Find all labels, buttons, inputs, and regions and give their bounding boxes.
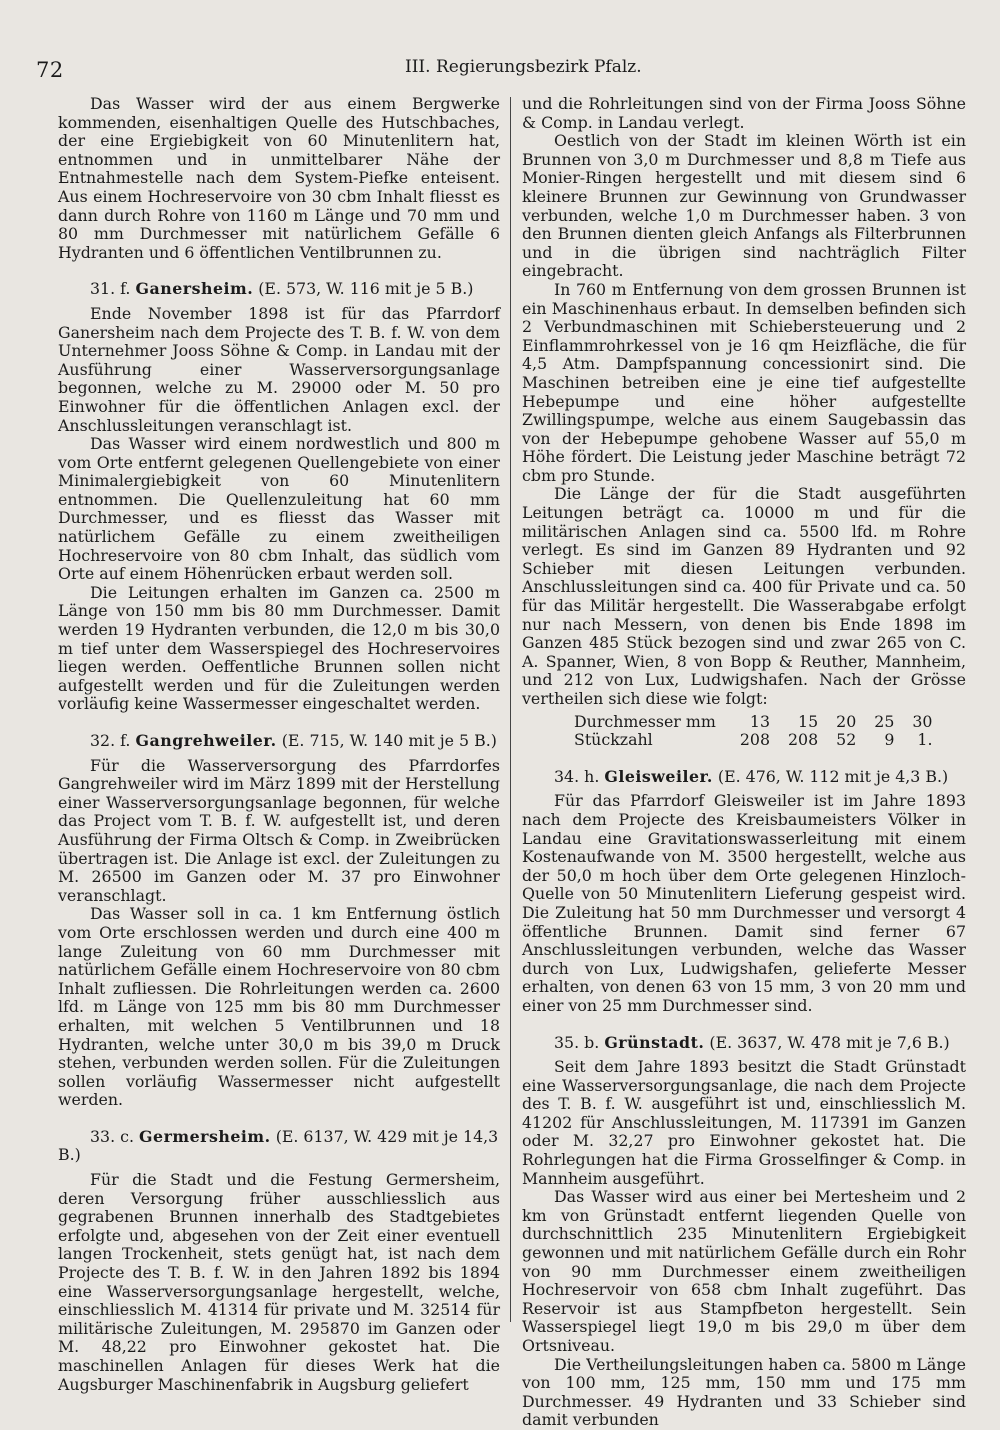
paragraph: Seit dem Jahre 1893 besitzt die Stadt Grünstadt eine Wasserversorgungsanlage, die nach dem Projecte des T. B. f. W. ausgeführt ist und, einschliesslich M. 41202 für Anschlussleitungen, M. 117391 im Ganzen oder M. 32,27 pro Einwohner gekostet hat. Die Rohrlegungen hat die Firma Grosselfinger & Comp. in Mannheim ausgeführt. xyxy=(522,1057,966,1188)
paragraph: Ende November 1898 ist für das Pfarrdorf Ganersheim nach dem Projecte des T. B. f. W. von dem Unternehmer Jooss Söhne & Comp. in Landau mit der Ausführung einer Wasserversorgungsanlage begonnen, welche zu M. 29000 oder M. 50 pro Einwohner für die öffentlichen Anlagen excl. der Anschlussleitungen veranschlagt ist. xyxy=(58,303,500,435)
place-name: Gangrehweiler. xyxy=(135,731,277,750)
section-heading-ganersheim xyxy=(58,280,500,299)
paragraph: Das Wasser soll in ca. 1 km Entfernung östlich vom Orte erschlossen werden und durch eine 400 m lange Zuleitung von 60 mm Durchmesser mit natürlichem Gefälle einem Hochreservoire von 80 cbm Inhalt zufliessen. Die Rohrleitungen werden ca. 2600 lfd. m Länge von 125 mm bis 80 mm Durchmesser erhalten, mit welchen 5 Ventilbrunnen und 18 Hydranten, welche unter 30,0 m bis 39,0 m Druck stehen, verbunden werden sollen. Für die Zuleitungen sollen vorläufig Wassermesser nicht aufgestellt werden. xyxy=(58,904,500,1110)
section-heading-germersheim xyxy=(58,1128,500,1165)
section-number: 33. c. xyxy=(90,1126,135,1146)
table-cell: 9 xyxy=(884,730,895,750)
table-cell: 15 xyxy=(798,711,819,731)
paragraph: Oestlich von der Stadt im kleinen Wörth ist ein Brunnen von 3,0 m Durchmesser und 8,8 m Tiefe aus Monier-Ringen hergestellt und mit diesem sind 6 kleinere Brunnen zur Gewinnung von Grundwasser verbunden, welche 1,0 m Durchmesser haben. 3 von den Brunnen dienten gleich Anfangs als Filterbrunnen und in die übrigen sind nachträglich Filter eingebracht. xyxy=(522,131,966,281)
section-info: (E. 3637, W. 478 mit je 7,6 B.) xyxy=(709,1032,950,1052)
table-cell: 25 xyxy=(874,711,895,731)
paragraph: und die Rohrleitungen sind von der Firma Jooss Söhne & Comp. in Landau verlegt. xyxy=(522,94,966,132)
section-info: (E. 6137, W. 429 mit je 14,3 B.) xyxy=(58,1126,499,1165)
column-divider xyxy=(510,97,511,1322)
paragraph: Die Vertheilungsleitungen haben ca. 5800 m Länge von 100 mm, 125 mm, 150 mm und 175 mm Durchmesser. 49 Hydranten und 33 Schieber sind damit verbunden xyxy=(522,1354,966,1430)
paragraph: Für die Stadt und die Festung Germersheim, deren Versorgung früher ausschliesslich aus gegrabenen Brunnen innerhalb des Stadtgebietes erfolgte und, abgesehen von der Zeit einer eventuell langen Trockenheit, stets genügt hat, ist nach dem Projecte des T. B. f. W. in den Jahren 1892 bis 1894 eine Wasserversorgungsanlage hergestellt, welche, einschliesslich M. 41314 für private und M. 32514 für militärische Zuleitungen, M. 295870 im Ganzen oder M. 48,22 pro Einwohner gekostet hat. Die maschinellen Anlagen für dieses Werk hat die Augsburger Maschinenfabrik in Augsburg geliefert xyxy=(58,1170,500,1394)
meter-size-table xyxy=(574,713,932,750)
table-cell: 208 xyxy=(739,730,770,750)
paragraph: Das Wasser wird aus einer bei Mertesheim und 2 km von Grünstadt entfernt liegenden Quelle von durchschnittlich 235 Minutenlitern Ergiebigkeit gewonnen und mit natürlichem Gefälle durch ein Rohr von 90 mm Durchmesser einem zweitheiligen Hochreservoir von 658 cbm Inhalt zugeführt. Das Reservoir ist aus Stampfbeton hergestellt. Sein Wasserspiegel liegt 19,0 m bis 29,0 m über dem Ortsniveau. xyxy=(522,1187,966,1355)
section-heading-gruenstadt xyxy=(522,1034,966,1053)
table-cell: 13 xyxy=(749,711,770,731)
paragraph: Für die Wasserversorgung des Pfarrdorfes Gangrehweiler wird im März 1899 mit der Herstellung einer Wasserversorgungsanlage begonnen, für welche das Project vom T. B. f. W. aufgestellt ist, und deren Ausführung der Firma Oltsch & Comp. in Zweibrücken übertragen ist. Die Anlage ist excl. der Zuleitungen zu M. 26500 im Ganzen oder M. 37 pro Einwohner veranschlagt. xyxy=(58,755,500,905)
section-info: (E. 476, W. 112 mit je 4,3 B.) xyxy=(717,766,949,786)
table-cell: 1. xyxy=(917,730,933,750)
table-cell: 20 xyxy=(836,711,857,731)
section-number: 35. b. xyxy=(554,1032,600,1052)
page-number: 72 xyxy=(36,58,64,82)
row-label: Durchmesser mm xyxy=(574,711,716,731)
place-name: Grünstadt. xyxy=(604,1032,705,1052)
place-name: Gleisweiler. xyxy=(604,766,713,786)
table-cell: 30 xyxy=(912,711,933,731)
paragraph: Für das Pfarrdorf Gleisweiler ist im Jahre 1893 nach dem Projecte des Kreisbaumeisters Völker in Landau eine Gravitationswasserleitung mit einem Kostenaufwande von M. 3500 hergestellt, welche aus der 50,0 m hoch über dem Orte gelegenen Hinzloch-Quelle von 50 Minutenlitern Lieferung gespeist wird. Die Zuleitung hat 50 mm Durchmesser und versorgt 4 öffentliche Brunnen. Damit sind ferner 67 Anschlussleitungen verbunden, welche das Wasser durch von Lux, Ludwigshafen, gelieferte Messer erhalten, von denen 63 von 15 mm, 3 von 20 mm und einer von 25 mm Durchmesser sind. xyxy=(522,791,966,1015)
section-number: 32. f. xyxy=(90,731,131,750)
table-cell: 52 xyxy=(836,730,857,750)
left-column xyxy=(58,95,500,1394)
paragraph: Das Wasser wird einem nordwestlich und 800 m vom Orte entfernt gelegenen Quellengebiete von einer Minimalergiebigkeit von 60 Minutenlitern entnommen. Die Quellenzuleitung hat 60 mm Durchmesser, und es fliesst das Wasser mit natürlichem Gefälle zu einem zweitheiligen Hochreservoire von 80 cbm Inhalt, das südlich vom Orte auf einem Höhenrücken erbaut werden soll. xyxy=(58,434,500,584)
paragraph: In 760 m Entfernung von dem grossen Brunnen ist ein Maschinenhaus erbaut. In demselben befinden sich 2 Verbundmaschinen mit Schiebersteuerung und 2 Einflammrohrkessel von je 16 qm Heizfläche, die für 4,5 Atm. Dampfspannung concessionirt sind. Die Maschinen betreiben eine je eine tief aufgestellte Hebepumpe und eine höher aufgestellte Zwillingspumpe, welche aus einem Saugebassin das von der Hebepumpe gehobene Wasser auf 55,0 m Höhe fördert. Die Leistung jeder Maschine beträgt 72 cbm pro Stunde. xyxy=(522,279,966,485)
paragraph: Die Länge der für die Stadt ausgeführten Leitungen beträgt ca. 10000 m und für die militärischen Anlagen sind ca. 5500 lfd. m Rohre verlegt. Es sind im Ganzen 89 Hydranten und 92 Schieber mit diesen Leitungen verbunden. Anschlussleitungen sind ca. 400 für Private und ca. 50 für das Militär hergestellt. Die Wasserabgabe erfolgt nur nach Messern, von denen bis Ende 1898 im Ganzen 485 Stück bezogen sind und zwar 265 von C. A. Spanner, Wien, 8 von Bopp & Reuther, Mannheim, und 212 von Lux, Ludwigshafen. Nach der Grösse vertheilen sich diese wie folgt: xyxy=(522,484,966,708)
section-heading-gangrehweiler xyxy=(58,732,500,751)
section-info: (E. 573, W. 116 mit je 5 B.) xyxy=(258,279,474,299)
table-row xyxy=(574,731,932,750)
row-label: Stückzahl xyxy=(574,730,653,750)
right-column xyxy=(522,95,966,1430)
place-name: Germersheim. xyxy=(139,1126,271,1146)
paragraph: Die Leitungen erhalten im Ganzen ca. 2500 m Länge von 150 mm bis 80 mm Durchmesser. Damit werden 19 Hydranten verbunden, die 12,0 m bis 30,0 m tief unter dem Wasserspiegel des Hochreservoires liegen werden. Oeffentliche Brunnen sollen nicht aufgestellt werden und für die Zuleitungen werden vorläufig keine Wassermesser eingeschaltet werden. xyxy=(58,582,500,714)
section-info: (E. 715, W. 140 mit je 5 B.) xyxy=(281,731,497,750)
running-header: III. Regierungsbezirk Pfalz. xyxy=(405,57,642,77)
section-number: 31. f. xyxy=(90,279,131,299)
section-heading-gleisweiler xyxy=(522,768,966,787)
table-row xyxy=(574,713,932,732)
table-cell: 208 xyxy=(788,730,819,750)
paragraph: Das Wasser wird der aus einem Bergwerke kommenden, eisenhaltigen Quelle des Hutschbaches, der eine Ergiebigkeit von 60 Minutenlitern hat, entnommen und in unmittelbarer Nähe der Entnahmestelle nach dem System-Piefke enteisent. Aus einem Hochreservoire von 30 cbm Inhalt fliesst es dann durch Rohre von 1160 m Länge und 70 mm und 80 mm Durchmesser mit natürlichem Gefälle 6 Hydranten und 6 öffentlichen Ventilbrunnen zu. xyxy=(58,94,500,262)
place-name: Ganersheim. xyxy=(135,279,254,299)
section-number: 34. h. xyxy=(554,766,600,786)
